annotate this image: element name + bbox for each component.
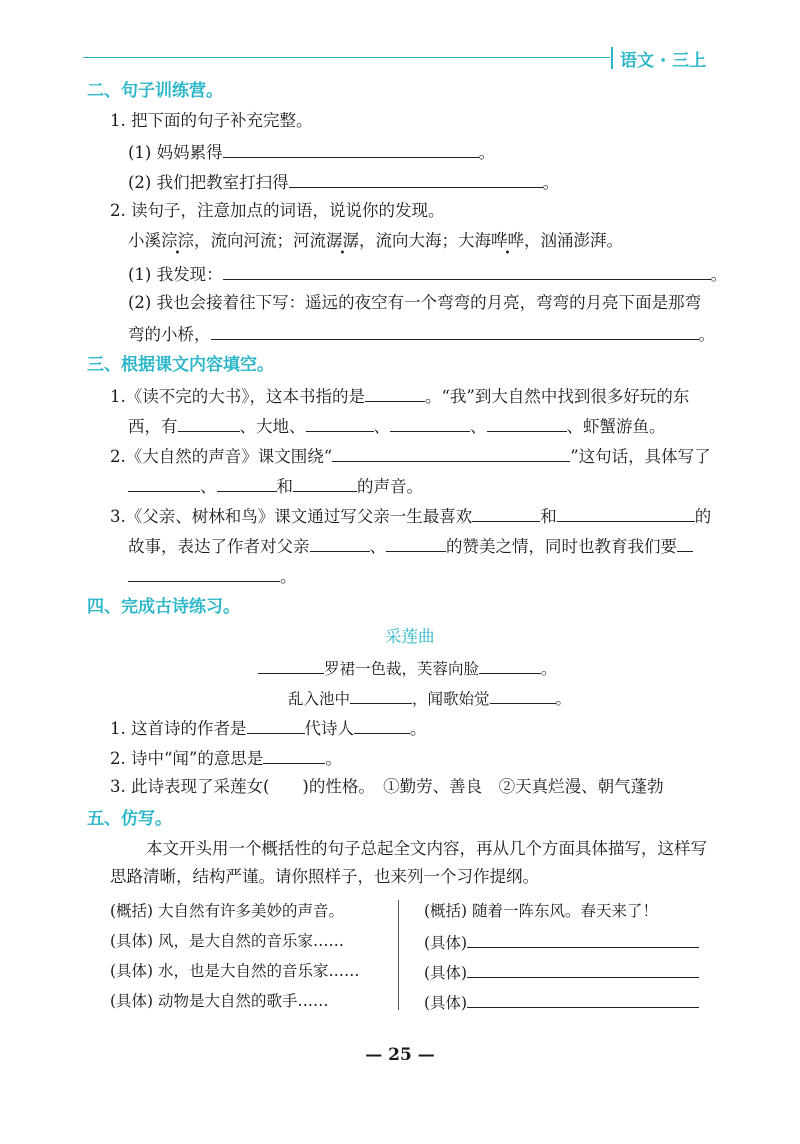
blank[interactable] <box>467 930 699 948</box>
blank[interactable] <box>223 140 479 158</box>
s3-q2-line1: 2.《大自然的声音》课文围绕“ ”这句话，具体写了 <box>110 444 711 468</box>
blank[interactable] <box>386 534 446 552</box>
blank[interactable] <box>293 474 357 492</box>
blank[interactable] <box>128 564 280 582</box>
blank[interactable] <box>350 686 412 704</box>
s3-q3-line2: 故事，表达了作者对父亲 、 的赞美之情，同时也教育我们要 <box>128 534 693 558</box>
blank[interactable] <box>472 504 540 522</box>
s5-intro-2: 思路清晰，结构严谨。请你照样子，也来列一个习作提纲。 <box>110 867 539 886</box>
blank[interactable] <box>332 444 570 462</box>
blank[interactable] <box>557 504 695 522</box>
outline-left-0: (概括) 大自然有许多美妙的声音。 <box>110 902 345 920</box>
section-5-title: 五、仿写。 <box>87 809 172 829</box>
blank[interactable] <box>467 960 699 978</box>
s2-q2b: (2) 我也会接着往下写：遥远的夜空有一个弯弯的月亮，弯弯的月亮下面是那弯 <box>128 293 702 312</box>
blank[interactable] <box>487 414 567 432</box>
s5-intro-1: 本文开头用一个概括性的句子总起全文内容，再从几个方面具体描写，这样写 <box>146 839 707 858</box>
blank[interactable] <box>467 990 699 1008</box>
outline-left-1: (具体) 风，是大自然的音乐家…… <box>110 932 345 950</box>
blank[interactable] <box>128 474 200 492</box>
section-2-title: 二、句子训练营。 <box>87 81 223 101</box>
section-3-title: 三、根据课文内容填空。 <box>87 355 274 375</box>
outline-left-3: (具体) 动物是大自然的歌手…… <box>110 992 329 1010</box>
blank[interactable] <box>247 716 305 734</box>
blank[interactable] <box>223 262 711 280</box>
blank[interactable] <box>490 686 556 704</box>
s3-q2-line2: 、 和 的声音。 <box>128 474 423 498</box>
blank[interactable] <box>677 534 693 552</box>
blank[interactable] <box>306 414 374 432</box>
poem-line-1: 罗裙一色裁，芙蓉向脸 。 <box>258 656 557 680</box>
s2-q2-sentence: 小溪淙淙，流向河流；河流潺潺，流向大海；大海哗哗，汹涌澎湃。 <box>128 231 623 250</box>
outline-right-3: (具体) <box>424 990 699 1014</box>
s2-q1: 1. 把下面的句子补充完整。 <box>110 111 313 130</box>
outline-right-2: (具体) <box>424 960 699 984</box>
s2-q2: 2. 读句子，注意加点的词语，说说你的发现。 <box>110 201 445 220</box>
s2-q2a: (1) 我发现： 。 <box>128 262 727 286</box>
blank[interactable] <box>289 170 543 188</box>
poem-line-2: 乱入池中 ，闻歌始觉 。 <box>288 686 571 710</box>
outline-left-2: (具体) 水，也是大自然的音乐家…… <box>110 962 360 980</box>
s3-q3-line1: 3.《父亲、树林和鸟》课文通过写父亲一生最喜欢 和 的 <box>110 504 711 528</box>
outline-divider <box>398 900 399 1010</box>
s4-q1: 1. 这首诗的作者是 代诗人 。 <box>110 716 427 740</box>
outline-right-1: (具体) <box>424 930 699 954</box>
s2-q1b: (2) 我们把教室打扫得 。 <box>128 170 559 194</box>
s3-q1-line2: 西，有 、大地、 、 、 、虾蟹游鱼。 <box>128 414 666 438</box>
blank[interactable] <box>211 322 699 340</box>
blank[interactable] <box>258 656 324 674</box>
s2-q2b2: 弯的小桥， 。 <box>128 322 715 346</box>
header-divider <box>611 47 613 69</box>
blank[interactable] <box>178 414 240 432</box>
blank[interactable] <box>217 474 277 492</box>
s4-q2: 2. 诗中“闻”的意思是 。 <box>110 746 342 770</box>
s3-q3-line3: 。 <box>128 564 297 588</box>
s3-q1-line1: 1.《读不完的大书》，这本书指的是 。“我”到大自然中找到很多好玩的东 <box>110 384 689 408</box>
outline-right-0: (概括) 随着一阵东风。春天来了！ <box>424 902 659 920</box>
poem-title: 采莲曲 <box>385 627 435 646</box>
s4-q3: 3. 此诗表现了采莲女( )的性格。 ①勤劳、善良 ②天真烂漫、朝气蓬勃 <box>110 777 664 796</box>
page-number: — 25 — <box>365 1045 435 1065</box>
blank[interactable] <box>479 656 541 674</box>
blank[interactable] <box>310 534 370 552</box>
header-title: 语文 · 三上 <box>620 51 707 71</box>
blank[interactable] <box>354 716 410 734</box>
blank[interactable] <box>390 414 470 432</box>
header-rule <box>83 57 610 58</box>
blank[interactable] <box>263 746 325 764</box>
blank[interactable] <box>365 384 425 402</box>
section-4-title: 四、完成古诗练习。 <box>87 597 240 617</box>
s2-q1a: (1) 妈妈累得 。 <box>128 140 495 164</box>
